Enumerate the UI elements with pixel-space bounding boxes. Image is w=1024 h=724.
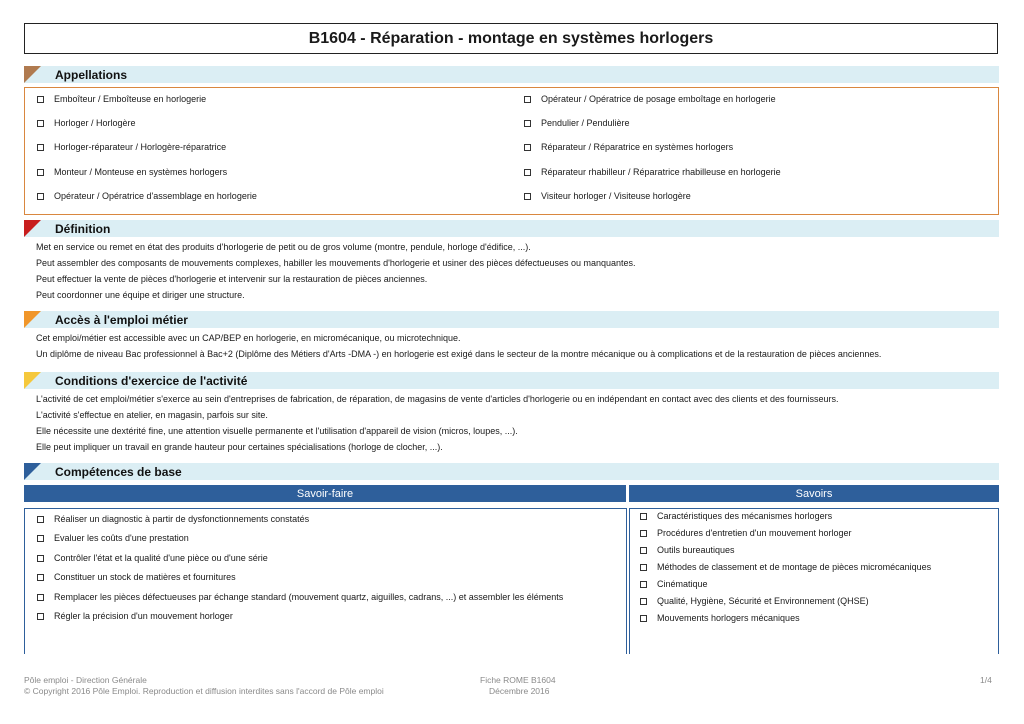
checkbox-icon bbox=[37, 535, 44, 542]
checkbox-icon bbox=[524, 96, 531, 103]
checkbox-icon bbox=[640, 581, 647, 588]
savoirs-list bbox=[629, 508, 999, 654]
footer-org: Pôle emploi - Direction Générale bbox=[24, 675, 147, 685]
list-item: Réparateur rhabilleur / Réparatrice rhabilleuse en horlogerie bbox=[524, 167, 781, 177]
list-item: Evaluer les coûts d'une prestation bbox=[37, 533, 189, 543]
appellations-list bbox=[24, 87, 999, 215]
page-title: B1604 - Réparation - montage en systèmes horlogers bbox=[24, 23, 998, 54]
checkbox-icon bbox=[37, 169, 44, 176]
list-item: Opérateur / Opératrice de posage emboîtage en horlogerie bbox=[524, 94, 776, 104]
list-item: Horloger-réparateur / Horlogère-réparatrice bbox=[37, 142, 226, 152]
checkbox-icon bbox=[37, 516, 44, 523]
list-item: Régler la précision d'un mouvement horloger bbox=[37, 611, 233, 621]
checkbox-icon bbox=[640, 530, 647, 537]
list-item: Pendulier / Pendulière bbox=[524, 118, 630, 128]
list-item: Outils bureautiques bbox=[640, 545, 735, 555]
corner-triangle-icon bbox=[24, 220, 41, 237]
savoirs-header: Savoirs bbox=[629, 485, 999, 502]
list-item: Remplacer les pièces défectueuses par échange standard (mouvement quartz, aiguilles, cadrans, ...) et assembler les éléments bbox=[37, 592, 563, 602]
section-header-acces bbox=[24, 311, 999, 328]
savoir-faire-header: Savoir-faire bbox=[24, 485, 626, 502]
checkbox-icon bbox=[640, 547, 647, 554]
list-item: Qualité, Hygiène, Sécurité et Environnement (QHSE) bbox=[640, 596, 869, 606]
definition-line: Met en service ou remet en état des produits d'horlogerie de petit ou de gros volume (montre, pendule, horloge d'édifice, ...). bbox=[36, 242, 531, 252]
list-item: Horloger / Horlogère bbox=[37, 118, 136, 128]
list-item: Visiteur horloger / Visiteuse horlogère bbox=[524, 191, 691, 201]
savoir-faire-list bbox=[24, 508, 627, 654]
checkbox-icon bbox=[640, 598, 647, 605]
checkbox-icon bbox=[37, 594, 44, 601]
corner-triangle-icon bbox=[24, 372, 41, 389]
checkbox-icon bbox=[640, 513, 647, 520]
corner-triangle-icon bbox=[24, 66, 41, 83]
footer-fiche: Fiche ROME B1604 bbox=[480, 675, 556, 685]
section-title: Conditions d'exercice de l'activité bbox=[55, 373, 248, 388]
definition-line: Peut effectuer la vente de pièces d'horlogerie et intervenir sur la restauration de pièces anciennes. bbox=[36, 274, 428, 284]
list-item: Monteur / Monteuse en systèmes horlogers bbox=[37, 167, 227, 177]
list-item: Procédures d'entretien d'un mouvement horloger bbox=[640, 528, 852, 538]
acces-line: Cet emploi/métier est accessible avec un CAP/BEP en horlogerie, en micromécanique, ou microtechnique. bbox=[36, 333, 461, 343]
section-title: Accès à l'emploi métier bbox=[55, 312, 188, 327]
footer-page-number: 1/4 bbox=[980, 675, 992, 685]
section-header-definition bbox=[24, 220, 999, 237]
conditions-line: L'activité de cet emploi/métier s'exerce au sein d'entreprises de fabrication, de réparation, de magasins de vente d'articles d'horlogerie ou en indépendant en contact avec des clients et des fournisseurs. bbox=[36, 394, 839, 404]
checkbox-icon bbox=[640, 615, 647, 622]
checkbox-icon bbox=[524, 144, 531, 151]
checkbox-icon bbox=[524, 169, 531, 176]
checkbox-icon bbox=[37, 144, 44, 151]
list-item: Méthodes de classement et de montage de pièces micromécaniques bbox=[640, 562, 931, 572]
section-header-appellations bbox=[24, 66, 999, 83]
conditions-line: Elle peut impliquer un travail en grande hauteur pour certaines spécialisations (horloge de clocher, ...). bbox=[36, 442, 443, 452]
conditions-line: Elle nécessite une dextérité fine, une attention visuelle permanente et l'utilisation d'appareil de vision (micros, loupes, ...). bbox=[36, 426, 518, 436]
list-item: Emboîteur / Emboîteuse en horlogerie bbox=[37, 94, 206, 104]
section-header-competences bbox=[24, 463, 999, 480]
checkbox-icon bbox=[37, 193, 44, 200]
corner-triangle-icon bbox=[24, 311, 41, 328]
checkbox-icon bbox=[37, 555, 44, 562]
checkbox-icon bbox=[524, 193, 531, 200]
acces-line: Un diplôme de niveau Bac professionnel à Bac+2 (Diplôme des Métiers d'Arts -DMA -) en horlogerie est exigé dans le secteur de la montre mécanique ou à complications et de la restauration de pièces anciennes. bbox=[36, 349, 882, 359]
checkbox-icon bbox=[640, 564, 647, 571]
definition-line: Peut assembler des composants de mouvements complexes, habiller les mouvements d'horlogerie et usiner des pièces défectueuses ou manquantes. bbox=[36, 258, 636, 268]
checkbox-icon bbox=[37, 96, 44, 103]
checkbox-icon bbox=[37, 120, 44, 127]
list-item: Contrôler l'état et la qualité d'une pièce ou d'une série bbox=[37, 553, 268, 563]
checkbox-icon bbox=[37, 613, 44, 620]
list-item: Constituer un stock de matières et fournitures bbox=[37, 572, 236, 582]
checkbox-icon bbox=[37, 574, 44, 581]
list-item: Cinématique bbox=[640, 579, 708, 589]
footer-copyright: © Copyright 2016 Pôle Emploi. Reproduction et diffusion interdites sans l'accord de Pôle emploi bbox=[24, 686, 384, 696]
list-item: Opérateur / Opératrice d'assemblage en horlogerie bbox=[37, 191, 257, 201]
checkbox-icon bbox=[524, 120, 531, 127]
section-title: Définition bbox=[55, 221, 111, 236]
conditions-line: L'activité s'effectue en atelier, en magasin, parfois sur site. bbox=[36, 410, 268, 420]
footer-date: Décembre 2016 bbox=[489, 686, 550, 696]
list-item: Réparateur / Réparatrice en systèmes horlogers bbox=[524, 142, 733, 152]
list-item: Caractéristiques des mécanismes horlogers bbox=[640, 511, 832, 521]
section-header-conditions bbox=[24, 372, 999, 389]
section-title: Compétences de base bbox=[55, 464, 182, 479]
list-item: Mouvements horlogers mécaniques bbox=[640, 613, 800, 623]
list-item: Réaliser un diagnostic à partir de dysfonctionnements constatés bbox=[37, 514, 309, 524]
definition-line: Peut coordonner une équipe et diriger une structure. bbox=[36, 290, 245, 300]
section-title: Appellations bbox=[55, 67, 128, 82]
corner-triangle-icon bbox=[24, 463, 41, 480]
